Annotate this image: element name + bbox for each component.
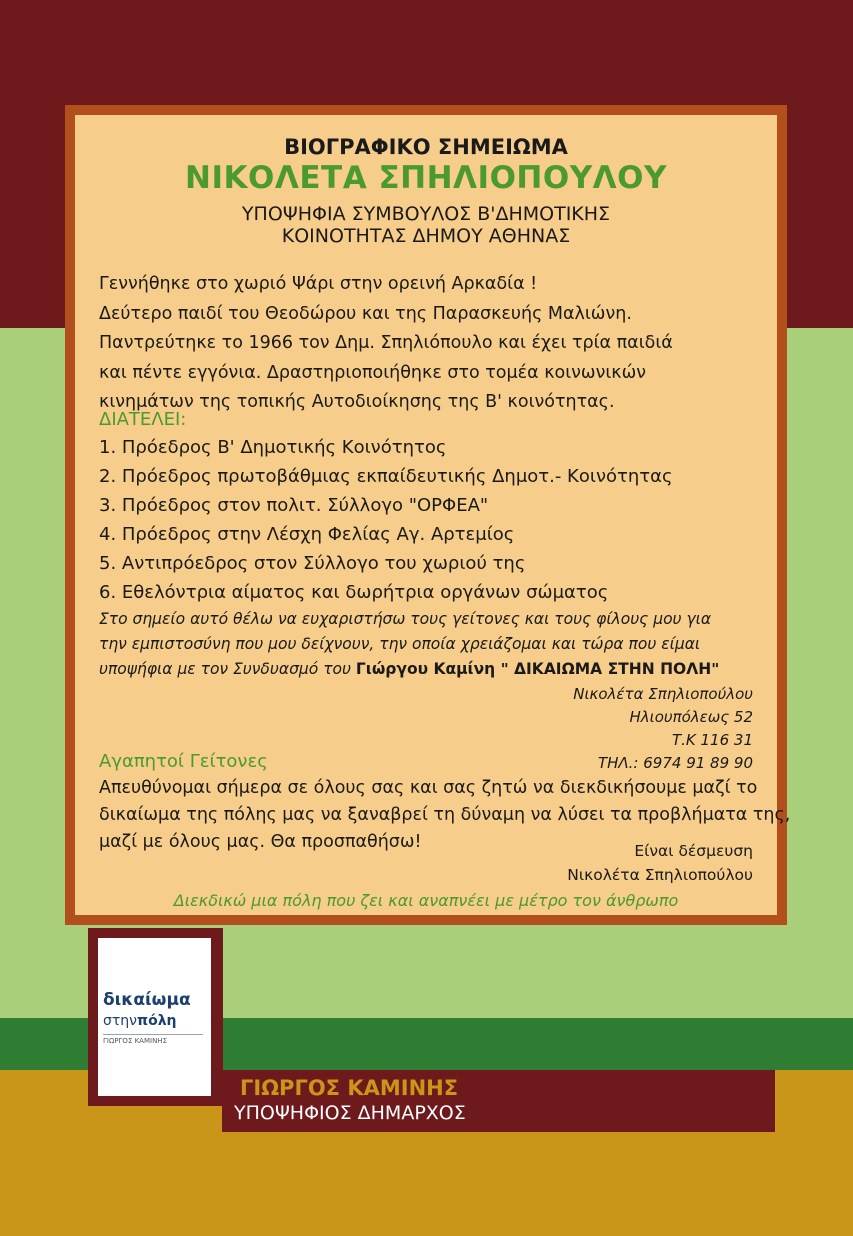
footer-banner bbox=[222, 1070, 775, 1132]
thanks-line3-text: υποψήφια με τον Συνδυασμό του bbox=[99, 660, 356, 678]
candidate-position-line2: ΚΟΙΝΟΤΗΤΑΣ ΔΗΜΟΥ ΑΘΗΝΑΣ bbox=[281, 225, 571, 247]
greeting-heading: Αγαπητοί Γείτονες bbox=[99, 751, 268, 772]
bio-line: κινημάτων της τοπικής Αυτοδιοίκησης της Β' κοινότητας. bbox=[99, 392, 615, 412]
contact-postcode: Τ.Κ 116 31 bbox=[671, 731, 753, 749]
logo-word-stinpoli bbox=[103, 1013, 177, 1029]
logo-candidate-name: ΓΙΩΡΓΟΣ ΚΑΜΙΝΗΣ bbox=[103, 1037, 167, 1045]
coalition-name: Γιώργου Καμίνη " ΔΙΚΑΙΩΜΑ ΣΤΗΝ ΠΟΛΗ" bbox=[355, 660, 720, 678]
bio-line: και πέντε εγγόνια. Δραστηριοποιήθηκε στο τομέα κοινωνικών bbox=[99, 362, 647, 383]
roles-list bbox=[99, 433, 673, 607]
logo-word-dikaioma: δικαίωμα bbox=[103, 990, 191, 1010]
appeal-line: μαζί με όλους μας. Θα προσπαθήσω! bbox=[99, 832, 422, 852]
thanks-line: την εμπιστοσύνη που μου δείχνουν, την οποία χρειάζομαι και τώρα που είμαι bbox=[99, 635, 701, 653]
thanks-paragraph bbox=[99, 607, 719, 682]
roles-heading: ΔΙΑΤΕΛΕΙ: bbox=[99, 409, 187, 430]
logo-word-poli: πόλη bbox=[137, 1013, 177, 1029]
appeal-line: δικαίωμα της πόλης μας να ξαναβρεί τη δύναμη να λύσει τα προβλήματα της, bbox=[99, 805, 791, 825]
thanks-line bbox=[99, 657, 719, 682]
bio-card bbox=[65, 105, 791, 925]
appeal-line: Απευθύνομαι σήμερα σε όλους σας και σας ζητώ να διεκδικήσουμε μαζί το bbox=[99, 778, 758, 798]
role-item: 5. Αντιπρόεδρος στον Σύλλογο του χωριού της bbox=[99, 553, 526, 574]
party-logo-frame bbox=[88, 928, 223, 1106]
role-item: 1. Πρόεδρος Β' Δημοτικής Κοινότητος bbox=[99, 437, 447, 458]
mayor-candidate-title: ΥΠΟΨΗΦΙΟΣ ΔΗΜΑΡΧΟΣ bbox=[234, 1102, 466, 1124]
candidate-position-line1: ΥΠΟΨΗΦΙΑ ΣΥΜΒΟΥΛΟΣ Β'ΔΗΜΟΤΙΚΗΣ bbox=[241, 203, 611, 225]
signature-name: Νικολέτα Σπηλιοπούλου bbox=[567, 866, 753, 884]
document-title: ΒΙΟΓΡΑΦΙΚΟ ΣΗΜΕΙΩΜΑ bbox=[284, 135, 568, 159]
role-item: 6. Εθελόντρια αίματος και δωρήτρια οργάνων σώματος bbox=[99, 582, 609, 603]
contact-phone: ΤΗΛ.: 6974 91 89 90 bbox=[597, 754, 753, 772]
signature-block bbox=[567, 839, 753, 887]
bio-line: Δεύτερο παιδί του Θεοδώρου και της Παρασκευής Μαλιώνη. bbox=[99, 303, 632, 324]
signature-pledge: Είναι δέσμευση bbox=[634, 842, 753, 860]
contact-block bbox=[573, 683, 753, 775]
biography-text bbox=[99, 270, 759, 418]
contact-street: Ηλιουπόλεως 52 bbox=[629, 708, 753, 726]
contact-name: Νικολέτα Σπηλιοπούλου bbox=[573, 685, 753, 703]
candidate-name: ΝΙΚΟΛΕΤΑ ΣΠΗΛΙΟΠΟΥΛΟΥ bbox=[185, 160, 667, 196]
campaign-slogan: Διεκδικώ μια πόλη που ζει και αναπνέει με μέτρο τον άνθρωπο bbox=[173, 891, 679, 910]
role-item: 2. Πρόεδρος πρωτοβάθμιας εκπαίδευτικής Δημοτ.- Κοινότητας bbox=[99, 466, 673, 487]
mayor-candidate-name: ΓΙΩΡΓΟΣ ΚΑΜΙΝΗΣ bbox=[240, 1076, 459, 1100]
logo-divider bbox=[103, 1034, 203, 1035]
bio-line: Παντρεύτηκε το 1966 τον Δημ. Σπηλιόπουλο και έχει τρία παιδιά bbox=[99, 333, 673, 353]
thanks-line: Στο σημείο αυτό θέλω να ευχαριστήσω τους γείτονες και τους φίλους μου για bbox=[99, 610, 712, 628]
party-logo bbox=[98, 938, 211, 1096]
role-item: 3. Πρόεδρος στον πολιτ. Σύλλογο "ΟΡΦΕΑ" bbox=[99, 495, 489, 516]
logo-word-stin: στην bbox=[103, 1013, 137, 1029]
bio-line: Γεννήθηκε στο χωριό Ψάρι στην ορεινή Αρκαδία ! bbox=[99, 274, 538, 294]
role-item: 4. Πρόεδρος στην Λέσχη Φελίας Αγ. Αρτεμίος bbox=[99, 524, 515, 545]
